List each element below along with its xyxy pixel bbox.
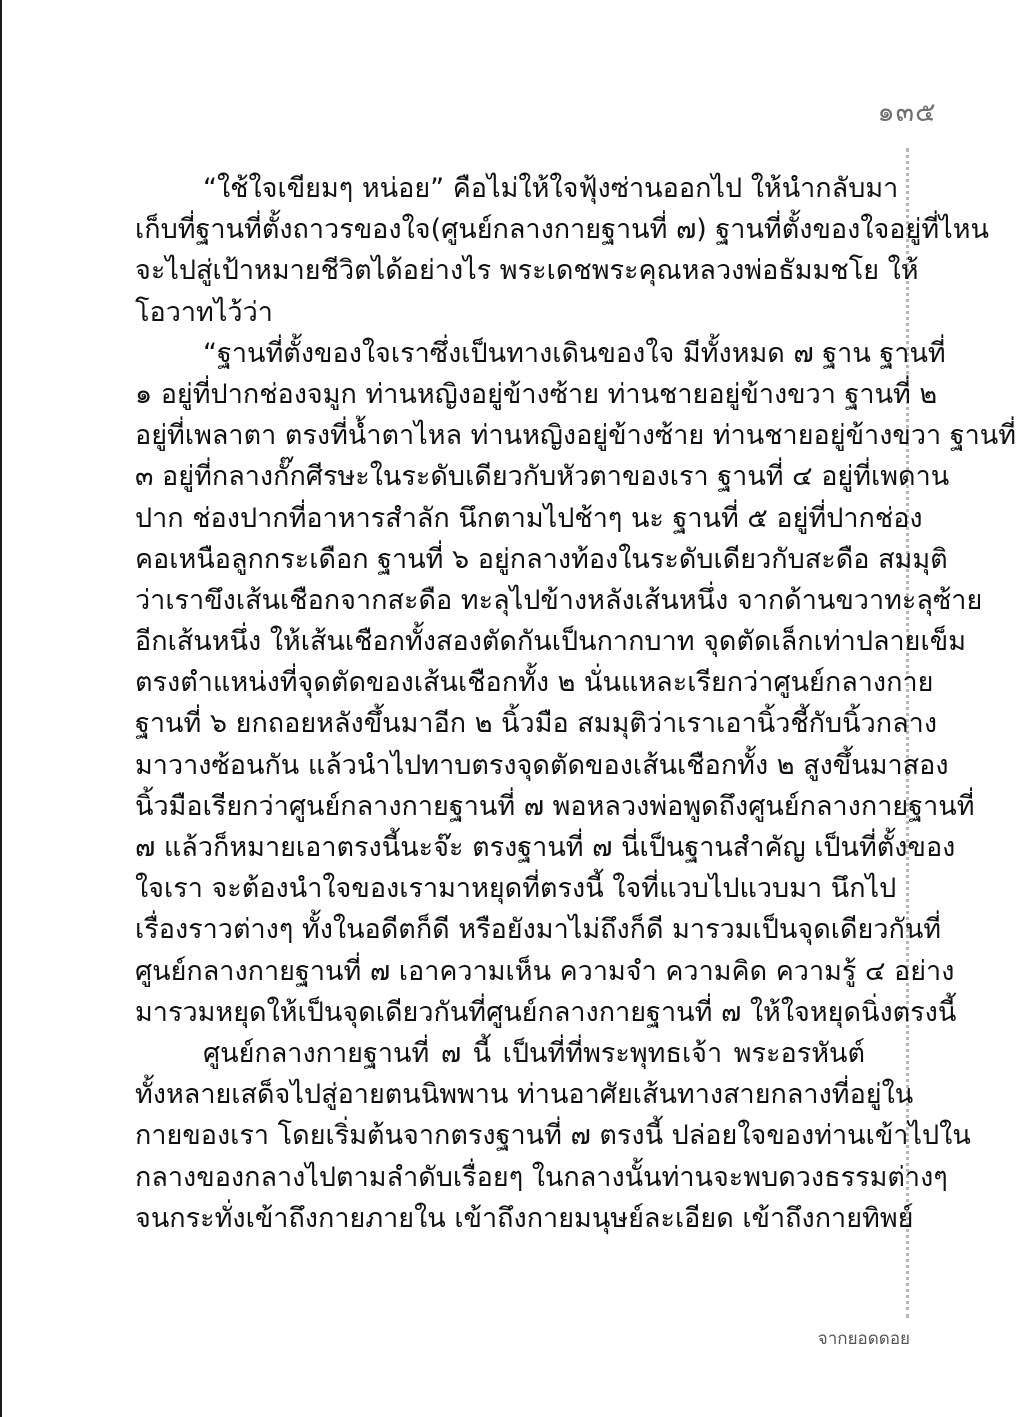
text-line: นิ้วมือเรียกว่าศูนย์กลางกายฐานที่ ๗ พอหลวงพ่อพูดถึงศูนย์กลางกายฐานที่ [135, 790, 975, 822]
text-line: ศูนย์กลางกายฐานที่ ๗ นี้ เป็นที่ที่พระพุทธเจ้า พระอรหันต์ [203, 1037, 865, 1069]
text-line: ฐานที่ ๖ ยกถอยหลังขึ้นมาอีก ๒ นิ้วมือ สมมุติว่าเราเอานิ้วชี้กับนิ้วกลาง [135, 708, 938, 740]
text-line: จะไปสู่เป้าหมายชีวิตได้อย่างไร พระเดชพระคุณหลวงพ่อธัมมชโย ให้ [135, 255, 919, 287]
text-line: โอวาทไว้ว่า [135, 296, 273, 328]
text-line: ๓ อยู่ที่กลางกั๊กศีรษะในระดับเดียวกับหัวตาของเรา ฐานที่ ๔ อยู่ที่เพดาน [135, 461, 950, 493]
text-line: “ใช้ใจเขียมๆ หน่อย” คือไม่ให้ใจฟุ้งซ่านออกไป ให้นำกลับมา [203, 173, 899, 204]
text-line: อีกเส้นหนึ่ง ให้เส้นเชือกทั้งสองตัดกันเป็นกากบาท จุดตัดเล็กเท่าปลายเข็ม [135, 626, 966, 658]
text-line: มาวางซ้อนกัน แล้วนำไปทาบตรงจุดตัดของเส้นเชือกทั้ง ๒ สูงขึ้นมาสอง [135, 749, 949, 781]
text-line: ปาก ช่องปากที่อาหารสำลัก นึกตามไปช้าๆ นะ ฐานที่ ๕ อยู่ที่ปากช่อง [135, 502, 923, 534]
text-line: เก็บที่ฐานที่ตั้งถาวรของใจ(ศูนย์กลางกายฐานที่ ๗) ฐานที่ตั้งของใจอยู่ที่ไหน [135, 214, 989, 246]
page-number: ๑๓๕ [877, 97, 937, 128]
text-line: “ฐานที่ตั้งของใจเราซึ่งเป็นทางเดินของใจ มีทั้งหมด ๗ ฐาน ฐานที่ [203, 337, 946, 369]
text-line: เรื่องราวต่างๆ ทั้งในอดีตก็ดี หรือยังมาไม่ถึงก็ดี มารวมเป็นจุดเดียวกันที่ [135, 914, 942, 946]
body-text [135, 168, 1016, 1239]
text-line: ศูนย์กลางกายฐานที่ ๗ เอาความเห็น ความจำ ความคิด ความรู้ ๔ อย่าง [135, 955, 955, 987]
page-left-border [0, 0, 2, 1417]
text-line: ตรงตำแหน่งที่จุดตัดของเส้นเชือกทั้ง ๒ นั่นแหละเรียกว่าศูนย์กลางกาย [135, 667, 934, 699]
text-line: กลางของกลางไปตามลำดับเรื่อยๆ ในกลางนั้นท่านจะพบดวงธรรมต่างๆ [135, 1161, 948, 1193]
text-line: ทั้งหลายเสด็จไปสู่อายตนนิพพาน ท่านอาศัยเส้นทางสายกลางที่อยู่ใน [135, 1079, 914, 1111]
text-line: จนกระทั่งเข้าถึงกายภายใน เข้าถึงกายมนุษย์ละเอียด เข้าถึงกายทิพย์ [135, 1202, 914, 1234]
text-line: ใจเรา จะต้องนำใจของเรามาหยุดที่ตรงนี้ ใจที่แวบไปแวบมา นึกไป [135, 873, 897, 905]
text-line: ๑ อยู่ที่ปากช่องจมูก ท่านหญิงอยู่ข้างซ้าย ท่านชายอยู่ข้างขวา ฐานที่ ๒ [135, 378, 938, 410]
text-line: ๗ แล้วก็หมายเอาตรงนี้นะจ๊ะ ตรงฐานที่ ๗ นี่เป็นฐานสำคัญ เป็นที่ตั้งของ [135, 832, 956, 863]
text-line: มารวมหยุดให้เป็นจุดเดียวกันที่ศูนย์กลางกายฐานที่ ๗ ให้ใจหยุดนิ่งตรงนี้ [135, 996, 957, 1028]
text-line: ว่าเราขึงเส้นเชือกจากสะดือ ทะลุไปข้างหลังเส้นหนึ่ง จากด้านขวาทะลุซ้าย [135, 584, 983, 616]
text-line: อยู่ที่เพลาตา ตรงที่น้ำตาไหล ท่านหญิงอยู่ข้างซ้าย ท่านชายอยู่ข้างขวา ฐานที่ [135, 420, 1016, 452]
footer-book-title: จากยอดดอย [817, 1329, 910, 1349]
text-line: คอเหนือลูกกระเดือก ฐานที่ ๖ อยู่กลางท้องในระดับเดียวกับสะดือ สมมุติ [135, 543, 948, 575]
text-line: กายของเรา โดยเริ่มต้นจากตรงฐานที่ ๗ ตรงนี้ ปล่อยใจของท่านเข้าไปใน [135, 1120, 971, 1152]
